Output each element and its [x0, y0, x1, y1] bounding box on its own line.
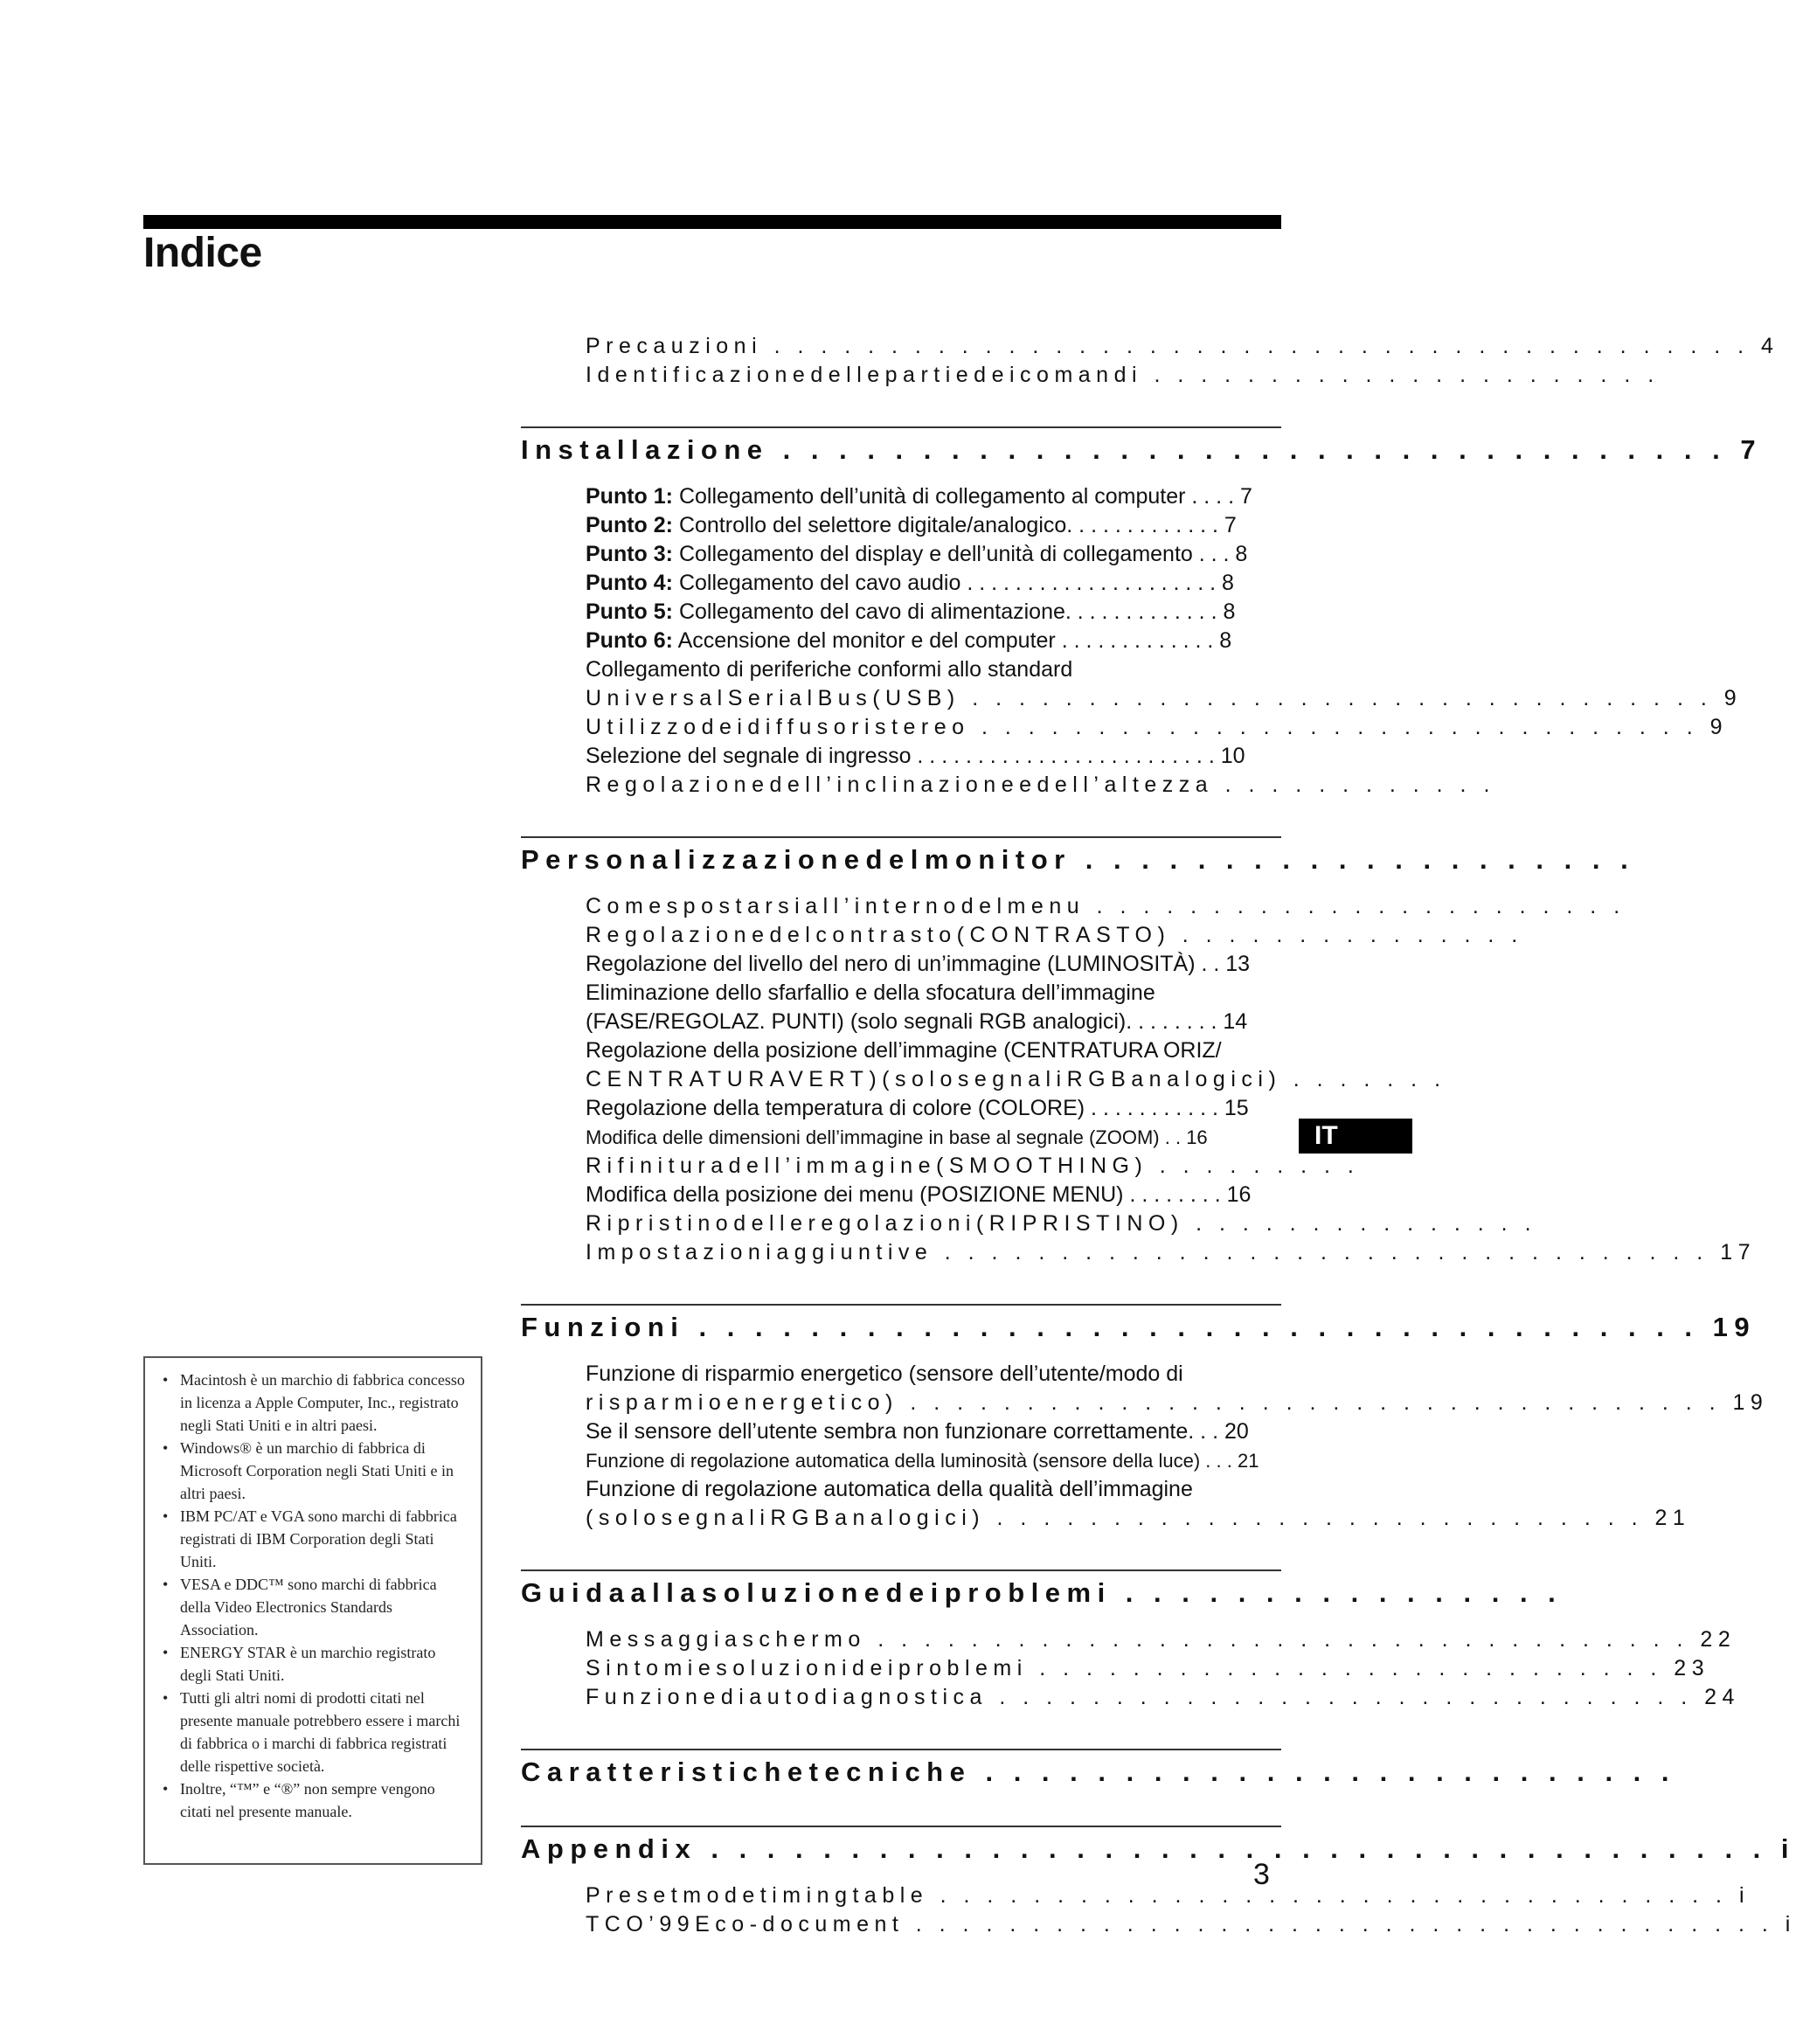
- toc-entry: [586, 1008, 1412, 1036]
- toc-entry: [586, 1065, 1446, 1094]
- toc-section: [521, 426, 1763, 800]
- toc-entry-text: Modifica delle dimensioni dell’immagine in base al segnale (ZOOM) . . 16: [586, 1126, 1208, 1148]
- toc-entry: [586, 598, 1412, 627]
- toc-entry-text: Funzione di regolazione automatica della qualità dell’immagine: [586, 1477, 1193, 1501]
- toc-entry: [586, 1475, 1412, 1504]
- table-of-contents: [521, 332, 1796, 1939]
- toc-intro: [521, 332, 1779, 390]
- section-title: Funzioni . . . . . . . . . . . . . . . . . . . . . . . . . . . . . . . . . . . . 19: [521, 1312, 1757, 1342]
- toc-sections: [521, 426, 1796, 1939]
- toc-entry: [586, 1181, 1412, 1209]
- section-rule: [521, 1569, 1281, 1571]
- trademark-note: • IBM PC/AT e VGA sono marchi di fabbrica registrati di IBM Corporation degli Stati Uniti.: [157, 1505, 470, 1573]
- toc-entry-text: Accensione del monitor e del computer . . . . . . . . . . . . . 8: [673, 628, 1232, 653]
- toc-entry-text: Regolazionedell’inclinazioneedell’altezza . . . . . . . . . . . .: [586, 773, 1495, 797]
- trademark-note: • Inoltre, “™” e “®” non sempre vengono citati nel presente manuale.: [157, 1777, 470, 1823]
- toc-entry: [586, 332, 1779, 361]
- toc-entry-label: Punto 5:: [586, 599, 673, 624]
- toc-entry: [586, 1094, 1412, 1123]
- toc-entry: [586, 1238, 1756, 1267]
- page-number: 3: [1253, 1858, 1270, 1891]
- section-rule: [521, 836, 1281, 838]
- section-rule: [521, 426, 1281, 428]
- toc-entry: [586, 684, 1743, 713]
- trademark-note: • Macintosh è un marchio di fabbrica concesso in licenza a Apple Computer, Inc., registrato negli Stati Uniti e in altri paesi.: [157, 1368, 470, 1437]
- toc-entry-text: Regolazione della posizione dell’immagine (CENTRATURA ORIZ/: [586, 1038, 1222, 1063]
- toc-entry-text: Modifica della posizione dei menu (POSIZIONE MENU) . . . . . . . . 16: [586, 1182, 1252, 1207]
- toc-entry: [586, 979, 1412, 1008]
- toc-entry: [586, 482, 1412, 511]
- toc-entry-text: Identificazionedellepartiedeicomandi . . . . . . . . . . . . . . . . . . . . . .: [586, 363, 1660, 387]
- toc-entry-text: Selezione del segnale di ingresso . . . . . . . . . . . . . . . . . . . . . . . . . 10: [586, 744, 1245, 768]
- toc-entry: [586, 1910, 1796, 1939]
- toc-entry-text: (FASE/REGOLAZ. PUNTI) (solo segnali RGB analogici). . . . . . . . 14: [586, 1009, 1248, 1034]
- toc-entry-label: Punto 4:: [586, 571, 673, 595]
- toc-entry: [586, 771, 1495, 800]
- toc-section: [521, 1826, 1796, 1939]
- toc-entry-text: Funzionediautodiagnostica . . . . . . . . . . . . . . . . . . . . . . . . . . . . . . 24: [586, 1685, 1740, 1709]
- section-rule: [521, 1826, 1281, 1827]
- toc-entry: [586, 921, 1523, 950]
- trademark-notes-list: [157, 1368, 470, 1823]
- toc-section: [521, 1569, 1740, 1712]
- toc-entry: [586, 1683, 1740, 1712]
- toc-entry: [586, 1036, 1412, 1065]
- header-rule: [143, 215, 1281, 229]
- toc-entry: [586, 950, 1412, 979]
- toc-entry-text: Eliminazione dello sfarfallio e della sfocatura dell’immagine: [586, 980, 1155, 1005]
- toc-entry: [586, 892, 1626, 921]
- toc-entry-text: Regolazionedelcontrasto(CONTRASTO) . . . . . . . . . . . . . . .: [586, 923, 1523, 947]
- section-title: Guidaallasoluzionedeiproblemi . . . . . . . . . . . . . . . .: [521, 1577, 1563, 1608]
- toc-entry-text: Funzione di risparmio energetico (sensore dell’utente/modo di: [586, 1362, 1183, 1386]
- section-title: Installazione . . . . . . . . . . . . . . . . . . . . . . . . . . . . . . . . . . 7: [521, 434, 1763, 465]
- toc-entry: [586, 1152, 1412, 1181]
- toc-entry-text: TCO’99Eco-document . . . . . . . . . . . . . . . . . . . . . . . . . . . . . . . . . . . . . i: [586, 1912, 1796, 1937]
- section-title: Caratteristichetecniche . . . . . . . . . . . . . . . . . . . . . . . . .: [521, 1756, 1676, 1787]
- toc-entry-text: Precauzioni . . . . . . . . . . . . . . . . . . . . . . . . . . . . . . . . . . . . . . . . . . 4: [586, 334, 1779, 358]
- toc-entry-label: Punto 1:: [586, 484, 673, 509]
- section-title: Personalizzazionedelmonitor . . . . . . . . . . . . . . . . . . . .: [521, 844, 1635, 875]
- page-title: Indice: [143, 230, 262, 276]
- toc-entry-text: Ripristinodelleregolazioni(RIPRISTINO) . . . . . . . . . . . . . . .: [586, 1211, 1537, 1236]
- toc-entry-text: Impostazioniaggiuntive . . . . . . . . . . . . . . . . . . . . . . . . . . . . . . . . . 17: [586, 1240, 1756, 1265]
- toc-entry: [586, 511, 1412, 540]
- toc-entry-text: Collegamento dell’unità di collegamento al computer . . . . 7: [673, 484, 1252, 509]
- toc-entry-text: Collegamento di periferiche conformi allo standard: [586, 657, 1073, 682]
- toc-section: [521, 836, 1756, 1267]
- toc-entry: [586, 361, 1660, 390]
- section-rule: [521, 1749, 1281, 1750]
- toc-entry: [586, 627, 1412, 655]
- toc-entry: [586, 1209, 1537, 1238]
- trademark-note: • ENERGY STAR è un marchio registrato degli Stati Uniti.: [157, 1641, 470, 1687]
- toc-entry-text: Se il sensore dell’utente sembra non funzionare correttamente. . . 20: [586, 1419, 1249, 1444]
- toc-entry-text: (solosegnaliRGBanalogici) . . . . . . . . . . . . . . . . . . . . . . . . . . . . 21: [586, 1506, 1691, 1530]
- trademark-note: • VESA e DDC™ sono marchi di fabbrica della Video Electronics Standards Association.: [157, 1573, 470, 1641]
- toc-entry: [586, 1417, 1412, 1446]
- toc-entry: [586, 569, 1412, 598]
- trademark-note: • Windows® è un marchio di fabbrica di Microsoft Corporation negli Stati Uniti e in altri paesi.: [157, 1437, 470, 1505]
- toc-entry-text: Funzione di regolazione automatica della luminosità (sensore della luce) . . . 21: [586, 1450, 1259, 1472]
- trademark-notes-box: [143, 1356, 482, 1865]
- toc-entry-text: Controllo del selettore digitale/analogico. . . . . . . . . . . . . 7: [673, 513, 1237, 537]
- toc-entry-text: Regolazione del livello del nero di un’immagine (LUMINOSITÀ) . . 13: [586, 952, 1251, 976]
- toc-entry-text: Collegamento del cavo audio . . . . . . . . . . . . . . . . . . . . . 8: [673, 571, 1234, 595]
- toc-section: [521, 1304, 1769, 1533]
- toc-entry-text: Messaggiaschermo . . . . . . . . . . . . . . . . . . . . . . . . . . . . . . . . . . . 22: [586, 1627, 1737, 1652]
- toc-entry-text: Utilizzodeidiffusoristereo . . . . . . . . . . . . . . . . . . . . . . . . . . . . . . . 9: [586, 715, 1728, 739]
- language-badge: IT: [1299, 1119, 1412, 1154]
- toc-entry-text: risparmioenergetico) . . . . . . . . . . . . . . . . . . . . . . . . . . . . . . . . . . . 19: [586, 1390, 1769, 1415]
- toc-entry-text: Sintomiesoluzionideiproblemi . . . . . . . . . . . . . . . . . . . . . . . . . . . 23: [586, 1656, 1710, 1680]
- toc-entry: [586, 742, 1412, 771]
- toc-entry-label: Punto 2:: [586, 513, 673, 537]
- toc-section: [521, 1749, 1676, 1789]
- toc-entry: [586, 540, 1412, 569]
- toc-entry: [586, 1654, 1710, 1683]
- toc-entry: [586, 1881, 1751, 1910]
- toc-entry-text: CENTRATURAVERT)(solosegnaliRGBanalogici) . . . . . . .: [586, 1067, 1446, 1091]
- toc-entry: [586, 1504, 1691, 1533]
- toc-entry-text: Rifinituradell’immagine(SMOOTHING) . . . . . . . . .: [586, 1154, 1360, 1178]
- toc-entry-text: Presetmodetimingtable . . . . . . . . . . . . . . . . . . . . . . . . . . . . . . . . . . i: [586, 1883, 1751, 1908]
- toc-entry-text: UniversalSerialBus(USB) . . . . . . . . . . . . . . . . . . . . . . . . . . . . . . . . 9: [586, 686, 1743, 710]
- toc-entry-text: Collegamento del cavo di alimentazione. . . . . . . . . . . . . 8: [673, 599, 1236, 624]
- section-title: Appendix . . . . . . . . . . . . . . . . . . . . . . . . . . . . . . . . . . . . . . i: [521, 1833, 1796, 1864]
- toc-entry-text: Collegamento del display e dell’unità di collegamento . . . 8: [673, 542, 1248, 566]
- section-rule: [521, 1304, 1281, 1306]
- toc-entry-text: Comespostarsiall’internodelmenu . . . . . . . . . . . . . . . . . . . . . . .: [586, 894, 1626, 918]
- toc-entry-label: Punto 6:: [586, 628, 673, 653]
- toc-entry: [586, 713, 1728, 742]
- toc-entry: [586, 655, 1412, 684]
- trademark-note: • Tutti gli altri nomi di prodotti citati nel presente manuale potrebbero essere i marchi di fabbrica o i marchi di fabbrica registrati delle rispettive società.: [157, 1687, 470, 1777]
- toc-entry-label: Punto 3:: [586, 542, 673, 566]
- toc-entry: [586, 1123, 1412, 1152]
- toc-entry: [586, 1446, 1412, 1475]
- toc-entry: [586, 1360, 1412, 1389]
- toc-entry: [586, 1389, 1769, 1417]
- toc-entry: [586, 1625, 1737, 1654]
- toc-entry-text: Regolazione della temperatura di colore (COLORE) . . . . . . . . . . . 15: [586, 1096, 1249, 1120]
